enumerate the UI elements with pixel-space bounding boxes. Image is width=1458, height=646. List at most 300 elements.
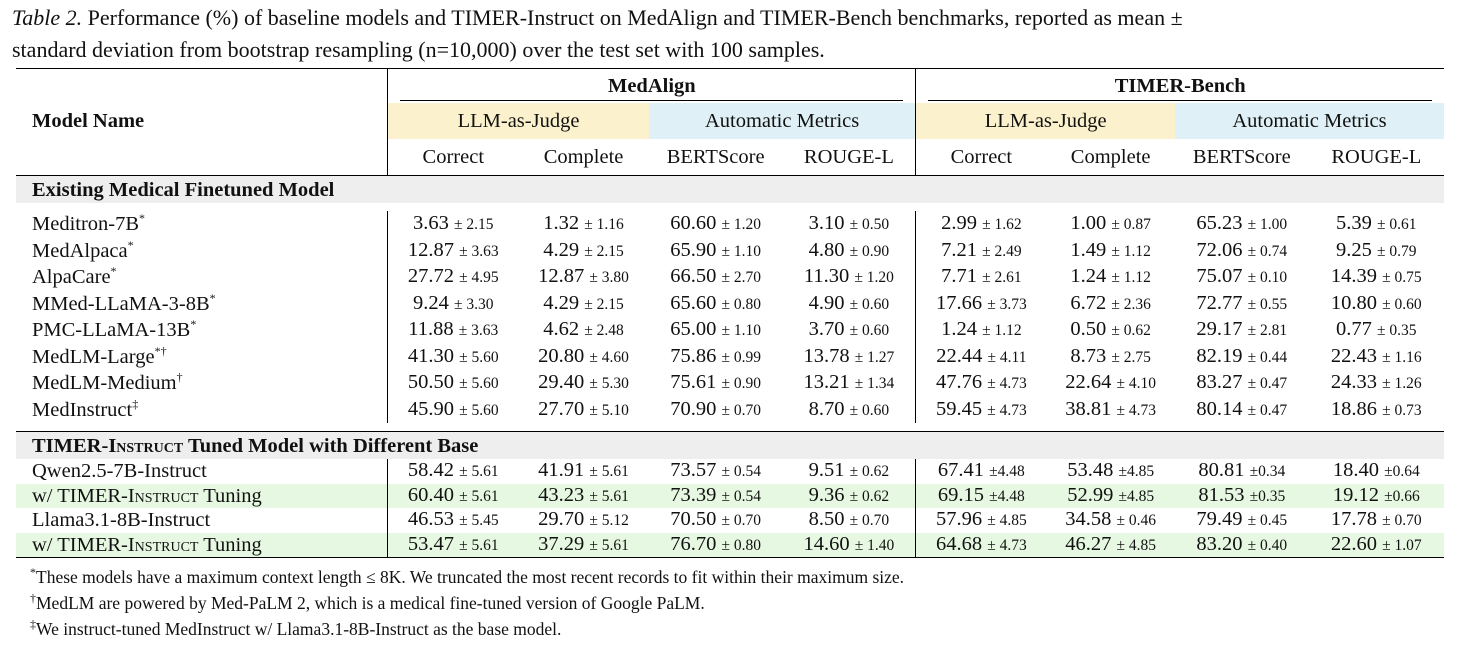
score-mean: 9.24 [413,291,449,314]
score-std: ± 5.61 [459,536,499,554]
score-cell [1309,344,1444,371]
score-std: ± 0.47 [1247,401,1288,419]
score-cell [388,459,519,484]
score-cell [782,291,915,318]
score-cell [518,264,649,291]
score-std: ± 1.34 [854,375,895,393]
score-mean: 79.49 [1196,508,1243,531]
score-std: ± 0.55 [1247,295,1288,313]
table-caption [12,2,1456,66]
score-std: ± 3.63 [458,322,499,340]
score-std: ± 4.10 [1116,375,1157,393]
score-std: ± 0.90 [849,242,890,260]
score-std: ± 5.10 [589,401,629,419]
caption-label: Table 2. [12,5,83,30]
score-mean: 69.15 [937,483,985,506]
score-mean: 6.72 [1070,291,1107,314]
score-cell [649,508,783,533]
footnote-3: ‡We instruct-tuned MedInstruct w/ Llama3.1-8B-Instruct as the base model. [30,617,562,639]
score-std: ± 0.79 [1377,242,1417,260]
score-mean: 41.91 [538,459,585,482]
score-mean: 4.29 [543,291,580,314]
score-cell [1046,317,1175,344]
score-mean: 4.29 [543,238,580,261]
score-mean: 0.77 [1336,318,1372,341]
score-cell [1175,484,1309,509]
score-mean: 65.60 [670,291,717,314]
model-name-cell: MedAlpaca* [32,237,134,262]
score-std: ± 3.63 [459,242,499,260]
score-std: ± 2.81 [1247,322,1288,340]
score-mean: 60.40 [407,483,455,506]
score-mean: 82.19 [1196,344,1243,367]
score-std: ± 1.12 [1111,242,1151,260]
score-std: ± 5.61 [589,463,629,481]
score-cell [1309,238,1444,265]
score-mean: 3.70 [808,318,845,341]
score-cell [1175,317,1309,344]
score-mean: 18.40 [1332,459,1379,482]
score-mean: 14.60 [803,532,850,555]
score-cell [649,211,783,238]
score-cell [916,508,1047,533]
caption-line-2: standard deviation from bootstrap resampling (n=10,000) over the test set with 100 samples. [12,37,825,62]
score-cell [1046,344,1175,371]
caption-text-1: Performance (%) of baseline models and TIMER-Instruct on MedAlign and TIMER-Bench benchmarks, reported as mean ± [82,5,1183,30]
score-mean: 46.27 [1065,532,1112,555]
score-std: ± 2.36 [1111,295,1151,313]
score-std: ± 1.07 [1382,536,1422,554]
score-mean: 27.72 [407,265,455,288]
score-mean: 1.49 [1070,238,1107,261]
score-std: ±4.85 [1118,463,1155,481]
score-std: ± 5.61 [589,487,629,505]
model-name-cell: PMC-LLaMA-13B* [32,317,197,342]
score-mean: 12.87 [538,265,585,288]
score-std: ± 0.60 [849,295,890,313]
score-mean: 80.81 [1198,459,1245,482]
score-cell [1175,238,1309,265]
score-mean: 72.06 [1196,238,1243,261]
subgroup-header-row [16,103,1444,139]
score-mean: 14.39 [1330,265,1378,288]
score-std: ± 0.40 [1247,536,1288,554]
score-std: ± 0.61 [1377,216,1417,234]
score-std: ± 5.60 [459,375,499,393]
score-mean: 10.80 [1330,291,1378,314]
score-mean: 65.90 [670,238,717,261]
score-cell [1175,508,1309,533]
score-cell [916,238,1047,265]
score-mean: 46.53 [407,508,455,531]
section-existing-rows [16,211,1444,423]
score-cell [1046,397,1175,424]
score-cell [388,238,519,265]
table-row [16,484,1444,509]
score-mean: 19.12 [1332,483,1379,506]
score-mean: 38.81 [1065,397,1112,420]
score-cell [518,370,649,397]
col-correct: Correct [388,139,519,176]
score-cell [1309,264,1444,291]
score-cell [782,397,915,424]
score-std: ± 1.10 [721,242,761,260]
score-std: ±0.66 [1384,487,1420,505]
score-std: ± 5.61 [459,487,499,505]
score-cell [518,397,649,424]
score-cell [649,484,783,509]
score-cell [916,264,1047,291]
score-std: ± 0.73 [1382,401,1422,419]
score-cell [1309,459,1444,484]
score-mean: 7.71 [941,265,977,288]
score-cell [388,508,519,533]
score-mean: 75.86 [670,344,717,367]
score-mean: 8.70 [808,397,845,420]
score-mean: 11.88 [408,318,454,341]
score-cell [782,370,915,397]
model-name-cell: w/ TIMER-Instruct Tuning [32,484,262,507]
caption-line-1 [12,2,1456,34]
score-std: ± 2.61 [982,269,1022,287]
score-std: ± 0.80 [721,536,761,554]
score-cell [518,238,649,265]
score-cell [1309,508,1444,533]
score-std: ± 5.61 [589,536,629,554]
score-std: ± 4.73 [987,536,1027,554]
score-std: ± 2.15 [454,216,494,234]
score-cell [649,264,783,291]
score-mean: 70.90 [670,397,717,420]
table-row [16,533,1444,558]
score-mean: 45.90 [407,397,455,420]
score-mean: 9.25 [1336,238,1372,261]
score-mean: 57.96 [935,508,983,531]
score-cell [518,211,649,238]
results-table [16,68,1444,558]
score-std: ± 0.70 [849,512,890,530]
score-mean: 22.60 [1330,532,1378,555]
score-cell [649,533,783,558]
score-mean: 3.63 [413,212,449,235]
table-row [16,211,1444,238]
score-std: ± 0.70 [721,401,761,419]
model-name-cell: MedInstruct‡ [32,396,139,421]
score-std: ± 4.85 [987,512,1027,530]
score-mean: 65.23 [1196,212,1243,235]
table-row [16,508,1444,533]
score-mean: 59.45 [935,397,983,420]
score-mean: 11.30 [803,265,850,288]
column-header-row [16,139,1444,176]
score-mean: 67.41 [937,459,985,482]
score-mean: 37.29 [538,532,585,555]
score-std: ± 1.62 [982,216,1022,234]
subgroup-llm-judge-timer: LLM-as-Judge [916,103,1175,139]
col-bertscore: BERTScore [1192,146,1291,168]
score-std: ± 0.60 [849,322,890,340]
col-complete: Complete [1070,146,1151,168]
model-name-cell: Qwen2.5-7B-Instruct [32,460,207,483]
score-mean: 27.70 [538,397,585,420]
score-cell [782,344,915,371]
table-row [16,370,1444,397]
score-mean: 0.50 [1070,318,1107,341]
table-row [16,397,1444,424]
score-std: ± 1.20 [854,269,894,287]
score-cell [1046,291,1175,318]
score-cell [649,370,783,397]
score-mean: 13.21 [803,371,850,394]
score-std: ± 4.60 [589,348,629,366]
score-std: ± 5.60 [459,348,499,366]
score-cell [388,211,519,238]
score-mean: 24.33 [1330,371,1378,394]
score-mean: 4.62 [543,318,580,341]
score-std: ±0.34 [1249,463,1286,481]
score-std: ± 0.99 [721,348,761,366]
score-std: ±4.85 [1118,487,1155,505]
group-header-medalign: MedAlign [388,69,916,104]
col-complete: Complete [543,146,624,168]
score-mean: 17.78 [1330,508,1378,531]
score-mean: 13.78 [803,344,850,367]
score-std: ± 2.48 [584,322,624,340]
score-std: ± 0.70 [721,512,761,530]
score-cell [1175,397,1309,424]
score-cell [518,344,649,371]
score-mean: 18.86 [1330,397,1378,420]
score-mean: 8.50 [808,508,845,531]
score-std: ± 0.54 [721,463,761,481]
score-mean: 64.68 [935,532,983,555]
score-mean: 22.64 [1065,371,1112,394]
score-std: ± 1.16 [584,216,624,234]
score-std: ± 2.75 [1111,348,1151,366]
score-mean: 52.99 [1067,483,1114,506]
score-mean: 1.24 [941,318,977,341]
score-cell [916,484,1047,509]
score-std: ± 2.49 [982,242,1022,260]
score-mean: 3.10 [808,212,845,235]
score-mean: 1.32 [543,212,580,235]
score-cell [518,317,649,344]
score-mean: 50.50 [407,371,455,394]
score-cell [916,211,1047,238]
footnote-1: *These models have a maximum context length ≤ 8K. We truncated the most recent records to fit within their maximum size. [30,565,905,587]
score-mean: 80.14 [1196,397,1243,420]
score-cell [1046,508,1175,533]
score-std: ± 1.00 [1247,216,1288,234]
section-header-timer-instruct: TIMER-Instruct Tuned Model with Different Base [16,432,1444,460]
score-std: ± 1.40 [854,536,895,554]
score-std: ± 0.60 [1382,295,1422,313]
score-std: ±4.48 [989,487,1025,505]
score-cell [1309,370,1444,397]
score-std: ± 1.12 [1111,269,1151,287]
score-cell [388,291,519,318]
score-std: ± 0.35 [1377,322,1417,340]
score-std: ± 1.26 [1382,375,1422,393]
score-mean: 29.70 [538,508,585,531]
score-std: ± 1.27 [854,348,895,366]
score-mean: 65.00 [670,318,717,341]
score-std: ± 5.30 [589,375,629,393]
group-header-timer-bench: TIMER-Bench [916,69,1444,104]
score-cell [518,459,649,484]
model-name-cell: Llama3.1-8B-Instruct [32,509,211,532]
score-cell [518,533,649,558]
score-std: ± 3.73 [987,295,1027,313]
score-std: ± 3.30 [454,295,494,313]
score-std: ± 1.10 [721,322,761,340]
score-cell [916,370,1047,397]
score-cell [1046,459,1175,484]
table-row [16,291,1444,318]
model-name-cell: w/ TIMER-Instruct Tuning [32,533,262,556]
score-std: ± 4.95 [459,269,499,287]
score-cell [782,211,915,238]
table-row [16,317,1444,344]
score-cell [649,317,783,344]
score-mean: 1.24 [1070,265,1107,288]
score-cell [388,317,519,344]
score-std: ± 5.60 [459,401,499,419]
score-cell [518,508,649,533]
score-std: ±4.48 [989,463,1025,481]
score-cell [388,344,519,371]
score-std: ± 2.15 [584,295,624,313]
score-cell [649,238,783,265]
score-mean: 41.30 [407,344,455,367]
score-std: ± 1.12 [982,322,1022,340]
score-cell [649,344,783,371]
score-mean: 5.39 [1336,212,1372,235]
table-row [16,238,1444,265]
score-cell [782,459,915,484]
score-mean: 53.48 [1067,459,1114,482]
score-mean: 29.17 [1196,318,1243,341]
score-cell [782,264,915,291]
col-correct: Correct [916,139,1047,176]
score-std: ± 2.15 [584,242,624,260]
score-cell [649,397,783,424]
score-mean: 43.23 [538,483,585,506]
score-cell [782,533,915,558]
score-std: ± 0.87 [1111,216,1151,234]
score-mean: 34.58 [1065,508,1112,531]
score-mean: 29.40 [538,371,585,394]
score-cell [916,459,1047,484]
score-cell [1309,211,1444,238]
score-cell [916,533,1047,558]
score-mean: 9.36 [808,483,845,506]
score-mean: 2.99 [941,212,977,235]
subgroup-llm-judge-medalign: LLM-as-Judge [388,103,649,139]
score-cell [388,533,519,558]
score-mean: 8.73 [1070,344,1107,367]
score-cell [1175,264,1309,291]
score-cell [916,397,1047,424]
score-cell [782,238,915,265]
score-std: ± 0.47 [1247,375,1288,393]
col-rouge-l: ROUGE-L [803,146,894,168]
score-mean: 75.07 [1196,265,1243,288]
score-std: ± 0.10 [1247,269,1288,287]
score-cell [1309,291,1444,318]
score-mean: 81.53 [1198,483,1245,506]
score-mean: 17.66 [935,291,983,314]
model-name-cell: Meditron-7B* [32,211,146,236]
model-name-cell: MMed-LLaMA-3-8B* [32,290,216,315]
score-cell [1046,533,1175,558]
score-std: ± 0.75 [1382,269,1422,287]
score-cell [1309,317,1444,344]
score-cell [782,317,915,344]
score-std: ± 3.80 [589,269,629,287]
score-std: ± 4.73 [987,375,1027,393]
score-mean: 9.51 [808,459,845,482]
model-name-cell: MedLM-Medium† [32,370,183,395]
score-std: ± 1.16 [1382,348,1422,366]
score-mean: 58.42 [407,459,455,482]
score-std: ± 0.74 [1247,242,1288,260]
score-mean: 73.57 [670,459,717,482]
score-std: ± 4.11 [987,348,1027,366]
score-std: ± 4.85 [1116,536,1157,554]
score-cell [1046,211,1175,238]
model-name-cell: MedLM-Large*† [32,343,167,368]
score-cell [1046,264,1175,291]
score-mean: 75.61 [670,371,717,394]
score-mean: 1.00 [1070,212,1107,235]
score-mean: 20.80 [538,344,585,367]
score-mean: 83.27 [1196,371,1243,394]
score-cell [1046,370,1175,397]
score-cell [649,291,783,318]
score-std: ± 0.62 [849,487,890,505]
score-std: ±0.35 [1249,487,1286,505]
score-std: ± 0.54 [721,487,761,505]
score-std: ± 0.62 [849,463,890,481]
section-timer-instruct-rows [16,459,1444,558]
score-cell [1309,533,1444,558]
model-name-header: Model Name [32,110,145,132]
score-std: ± 0.90 [721,375,761,393]
score-cell [1309,484,1444,509]
group-header-row [16,69,1444,104]
score-std: ± 0.70 [1382,512,1422,530]
score-cell [1175,533,1309,558]
score-cell [1175,291,1309,318]
score-std: ± 5.61 [459,463,499,481]
col-bertscore: BERTScore [666,146,765,168]
score-cell [388,264,519,291]
score-cell [1175,344,1309,371]
score-mean: 22.43 [1330,344,1378,367]
footnote-2: †MedLM are powered by Med-PaLM 2, which is a medical fine-tuned version of Google PaLM. [30,591,705,613]
score-std: ± 0.80 [721,295,761,313]
score-mean: 4.90 [808,291,845,314]
score-mean: 70.50 [670,508,717,531]
score-mean: 73.39 [670,483,717,506]
model-name-cell: AlpaCare* [32,264,117,289]
score-mean: 22.44 [936,344,983,367]
table-row [16,344,1444,371]
score-std: ± 0.46 [1116,512,1157,530]
score-std: ± 4.73 [1116,401,1157,419]
score-mean: 53.47 [407,532,455,555]
